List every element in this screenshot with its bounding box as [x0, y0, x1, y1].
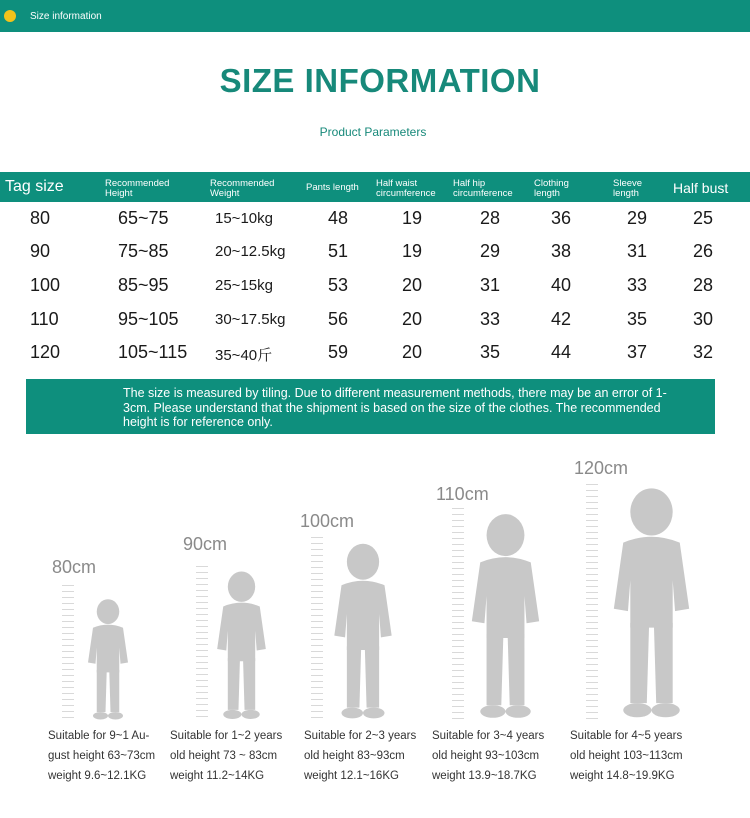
description-line: Suitable for 3~4 years — [432, 730, 545, 742]
description-line: old height 93~103cm — [432, 750, 540, 762]
cell-height: 65~75 — [118, 208, 169, 228]
cell-sleeve: 35 — [627, 309, 648, 329]
cell-hip: 31 — [480, 275, 501, 295]
size-table-header — [0, 172, 750, 202]
cell-weight: 15~10kg — [215, 210, 273, 227]
cell-pants: 53 — [328, 275, 349, 295]
cell-hip: 28 — [480, 208, 501, 228]
description-line: old height 73 ~ 83cm — [170, 750, 278, 762]
header-tag-size: Tag size — [5, 178, 64, 195]
cell-height: 85~95 — [118, 275, 169, 295]
cell-bust: 26 — [693, 241, 714, 261]
cell-waist: 19 — [402, 208, 423, 228]
age-description — [166, 722, 296, 792]
age-description — [44, 722, 166, 792]
cell-clothing: 44 — [551, 342, 572, 362]
page-title: SIZE INFORMATION — [219, 62, 541, 99]
description-line: old height 83~93cm — [304, 750, 405, 762]
cell-height: 75~85 — [118, 241, 169, 261]
cell-pants: 51 — [328, 241, 349, 261]
description-line: weight 13.9~18.7KG — [432, 770, 537, 782]
cell-bust: 30 — [693, 309, 714, 329]
header-half-waist: Half waist circumference — [376, 178, 436, 199]
cell-pants: 59 — [328, 342, 349, 362]
child-silhouette-icon — [455, 512, 556, 722]
cell-tag: 90 — [30, 241, 51, 261]
height-label: 90cm — [183, 534, 228, 554]
cell-bust: 28 — [693, 275, 714, 295]
notice-banner — [26, 379, 715, 434]
child-silhouette-icon — [78, 598, 138, 722]
cell-tag: 80 — [30, 208, 51, 228]
header-pants-length: Pants length — [306, 182, 359, 193]
header-half-hip: Half hip circumference — [453, 178, 513, 199]
cell-sleeve: 37 — [627, 342, 648, 362]
child-silhouette-icon — [205, 570, 278, 722]
cell-clothing: 38 — [551, 241, 572, 261]
cell-waist: 20 — [402, 309, 423, 329]
description-line: Suitable for 2~3 years — [304, 730, 417, 742]
cell-waist: 20 — [402, 342, 423, 362]
cell-hip: 29 — [480, 241, 501, 261]
header-recommended-height: Recommended Height — [105, 178, 170, 199]
cell-weight: 20~12.5kg — [215, 243, 286, 260]
cell-sleeve: 33 — [627, 275, 648, 295]
description-line: weight 14.8~19.9KG — [570, 770, 675, 782]
header-half-bust: Half bust — [673, 180, 729, 196]
notice-text: The size is measured by tiling. Due to different measurement methods, there may be an error of 1-3cm. Please understand that the shipment is based on the size of the clothes. The recommended height is for reference only. — [123, 386, 667, 429]
cell-clothing: 36 — [551, 208, 572, 228]
cell-weight: 30~17.5kg — [215, 311, 286, 328]
header-recommended-weight: Recommended Weight — [210, 178, 275, 199]
cell-bust: 25 — [693, 208, 714, 228]
cell-height: 95~105 — [118, 309, 179, 329]
cell-pants: 56 — [328, 309, 349, 329]
child-silhouette-icon — [320, 542, 406, 722]
description-line: Suitable for 1~2 years — [170, 730, 283, 742]
cell-tag: 110 — [30, 309, 59, 329]
cell-tag: 120 — [30, 342, 61, 362]
age-description — [566, 722, 702, 792]
cell-sleeve: 29 — [627, 208, 648, 228]
height-label: 110cm — [436, 484, 489, 504]
cell-tag: 100 — [30, 275, 61, 295]
banner-label: Size information — [30, 11, 102, 22]
description-line: weight 11.2~14KG — [170, 770, 265, 782]
cell-weight: 25~15kg — [215, 277, 273, 294]
description-line: gust height 63~73cm — [48, 750, 156, 762]
description-line: weight 12.1~16KG — [304, 770, 399, 782]
cell-pants: 48 — [328, 208, 349, 228]
cell-waist: 20 — [402, 275, 423, 295]
description-line: weight 9.6~12.1KG — [48, 770, 147, 782]
cell-clothing: 42 — [551, 309, 572, 329]
description-line: Suitable for 4~5 years — [570, 730, 683, 742]
cell-sleeve: 31 — [627, 241, 648, 261]
height-label: 100cm — [300, 511, 355, 531]
height-ruler — [62, 585, 74, 722]
cell-hip: 33 — [480, 309, 501, 329]
cell-bust: 32 — [693, 342, 714, 362]
cell-height: 105~115 — [118, 342, 188, 362]
description-line: Suitable for 9~1 Au- — [48, 730, 150, 742]
height-label: 80cm — [52, 557, 97, 577]
yellow-dot-icon — [4, 10, 16, 22]
header-sleeve-length: Sleeve length — [613, 178, 643, 199]
top-banner — [0, 0, 750, 32]
child-silhouette-icon — [595, 486, 708, 722]
page-subtitle: Product Parameters — [319, 125, 427, 139]
header-clothing-length: Clothing length — [534, 178, 569, 199]
height-label: 120cm — [574, 458, 629, 478]
cell-hip: 35 — [480, 342, 501, 362]
description-line: old height 103~113cm — [570, 750, 683, 762]
age-description — [428, 722, 564, 792]
cell-clothing: 40 — [551, 275, 572, 295]
cell-waist: 19 — [402, 241, 423, 261]
cell-weight: 35~40斤 — [215, 347, 273, 364]
age-description — [300, 722, 424, 792]
